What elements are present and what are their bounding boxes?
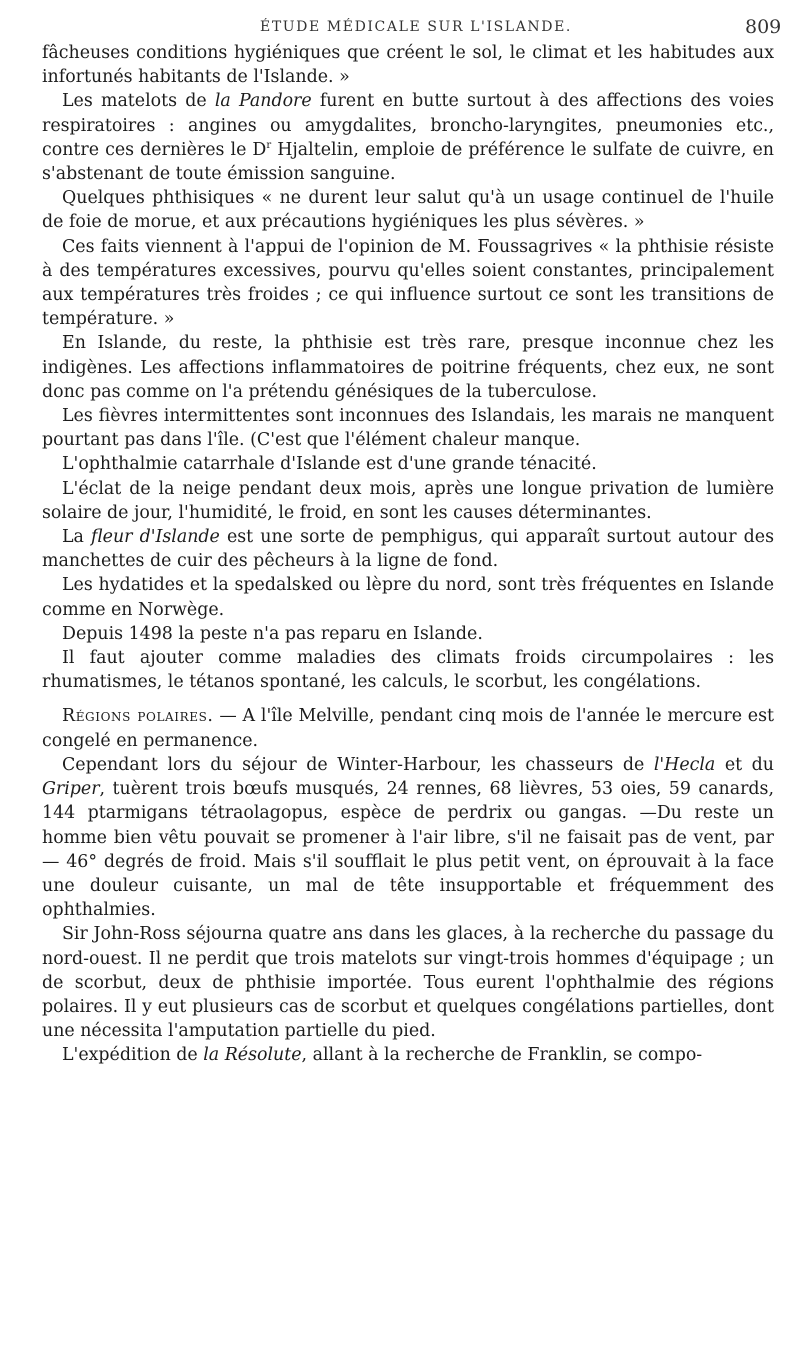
paragraph bbox=[42, 186, 774, 234]
body-text bbox=[42, 41, 774, 1068]
text-run: L'éclat de la neige pendant deux mois, après une longue privation de lumière solaire de jour, l'humidité, le froid, en sont les causes déterminantes. bbox=[42, 478, 774, 523]
paragraph bbox=[42, 89, 774, 186]
running-title: ÉTUDE MÉDICALE SUR L'ISLANDE. bbox=[260, 19, 572, 35]
italic-text: Griper bbox=[42, 779, 100, 800]
text-run: est une sorte de pemphigus, qui apparaît surtout autour des manchettes de cuir des pêcheurs à la ligne de fond. bbox=[42, 527, 775, 572]
paragraph bbox=[42, 404, 774, 452]
paragraph bbox=[42, 573, 774, 621]
text-run: Les matelots de bbox=[62, 91, 215, 112]
text-run: — A l'île Melville, pendant cinq mois de l'année le mercure est congelé en permanence. bbox=[42, 706, 774, 751]
paragraph bbox=[42, 525, 774, 573]
superscript: r bbox=[266, 140, 272, 152]
italic-text: la Résolute bbox=[203, 1045, 302, 1066]
text-run: Hjaltelin, emploie de préférence le sulfate de cuivre, en s'abstenant de toute émission sanguine. bbox=[42, 139, 774, 185]
paragraph bbox=[42, 331, 774, 404]
text-run: , allant à la recherche de Franklin, se compo- bbox=[301, 1045, 703, 1066]
paragraph bbox=[42, 235, 774, 332]
text-run: Depuis 1498 la peste n'a pas reparu en Islande. bbox=[62, 623, 483, 644]
paragraph bbox=[42, 646, 774, 694]
paragraph bbox=[42, 704, 774, 752]
text-run: Ces faits viennent à l'appui de l'opinion de M. Foussagrives « la phthisie résiste à des températures excessives, pourvu qu'elles soient constantes, principalement aux températures très froides ; ce qui influence surtout ce sont les transitions de température. » bbox=[42, 236, 774, 330]
page-number: 809 bbox=[745, 16, 782, 38]
text-run: Il faut ajouter comme maladies des climats froids circumpolaires : les rhumatismes, le tétanos spontané, les calculs, le scorbut, les congélations. bbox=[42, 648, 774, 693]
text-run: Sir John-Ross séjourna quatre ans dans les glaces, à la recherche du passage du nord-ouest. Il ne perdit que trois matelots sur vingt-trois hommes d'équipage ; un de scorbut, deux de phthisie importée. Tous eurent l'ophthalmie des régions polaires. Il y eut plusieurs cas de scorbut et quelques congélations partielles, dont une nécessita l'amputation partielle du pied. bbox=[42, 924, 774, 1042]
text-run: et du bbox=[715, 754, 774, 775]
paragraph bbox=[42, 922, 774, 1043]
italic-text: la Pandore bbox=[214, 91, 312, 112]
text-run: fâcheuses conditions hygiéniques que créent le sol, le climat et les habitudes aux infortunés habitants de l'Islande. » bbox=[42, 43, 774, 88]
page-header bbox=[0, 16, 800, 44]
text-run: Quelques phthisiques « ne durent leur salut qu'à un usage continuel de l'huile de foie de morue, et aux précautions hygiéniques les plus sévères. » bbox=[42, 188, 774, 233]
paragraph bbox=[42, 753, 774, 922]
text-run: La bbox=[62, 527, 92, 548]
paragraph bbox=[42, 477, 774, 525]
text-run: L'expédition de bbox=[62, 1045, 204, 1066]
text-run: En Islande, du reste, la phthisie est très rare, presque inconnue chez les indigènes. Les affections inflammatoires de poitrine fréquents, chez eux, ne sont donc pas comme on l'a prétendu génésiques de la tuberculose. bbox=[42, 333, 774, 402]
text-run: Cependant lors du séjour de Winter-Harbour, les chasseurs de bbox=[62, 754, 654, 775]
paragraph bbox=[42, 622, 774, 646]
text-run: , tuèrent trois bœufs musqués, 24 rennes, 68 lièvres, 53 oies, 59 canards, 144 ptarmigans tétraolagopus, espèce de perdrix ou gangas. —Du reste un homme bien vêtu pouvait se promener à l'air libre, s'il ne faisait pas de vent, par — 46° degrés de froid. Mais s'il soufflait le plus petit vent, on éprouvait à la face une douleur cuisante, un mal de tête insupportable et fréquemment des ophthalmies. bbox=[42, 779, 774, 921]
italic-text: fleur d'Islande bbox=[91, 527, 220, 548]
section-heading: Régions polaires. bbox=[62, 706, 214, 727]
italic-text: l'Hecla bbox=[653, 754, 716, 775]
text-run: furent en butte surtout à des affections des voies respiratoires : angines ou amygdalites, broncho-laryngites, pneumonies etc., contre ces dernières le D bbox=[42, 91, 775, 160]
text-run: Les hydatides et la spedalsked ou lèpre du nord, sont très fréquentes en Islande comme en Norwège. bbox=[42, 575, 774, 620]
paragraph bbox=[42, 41, 774, 89]
text-run: Les fièvres intermittentes sont inconnues des Islandais, les marais ne manquent pourtant pas dans l'île. (C'est que l'élément chaleur manque. bbox=[42, 406, 774, 451]
text-run: L'ophthalmie catarrhale d'Islande est d'une grande ténacité. bbox=[62, 454, 597, 475]
paragraph bbox=[42, 452, 774, 476]
paragraph bbox=[42, 1043, 774, 1067]
